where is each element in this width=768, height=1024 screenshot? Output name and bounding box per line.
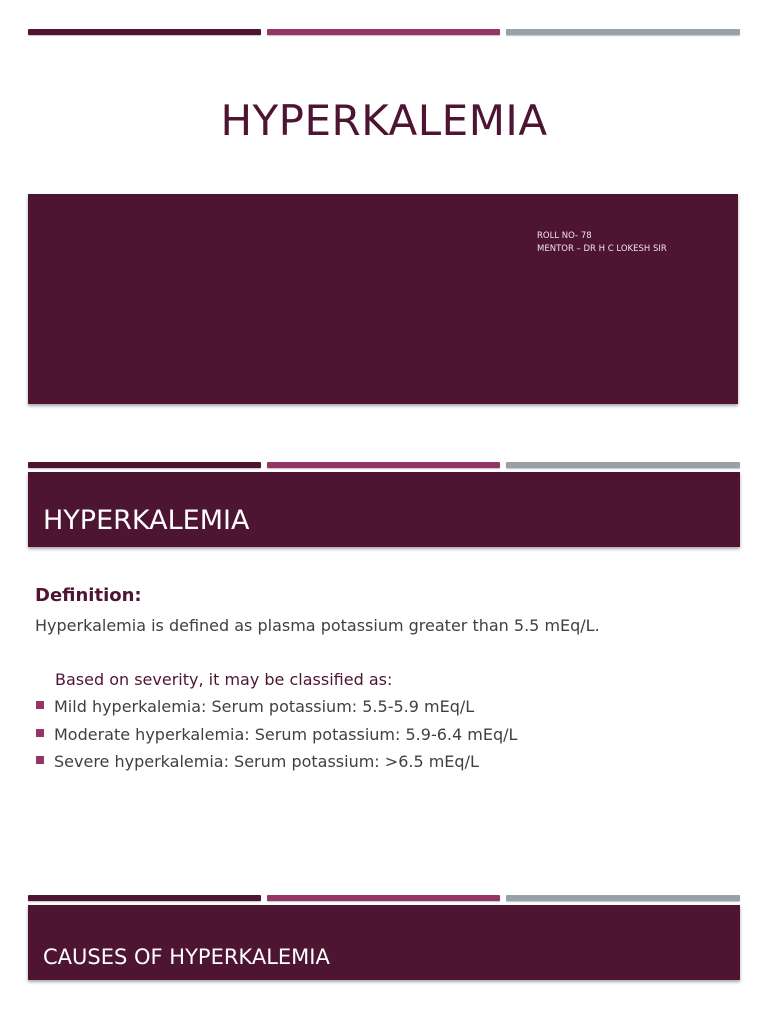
- accent-bar-magenta: [267, 895, 500, 901]
- accent-bars: [28, 462, 740, 470]
- accent-bars: [28, 29, 740, 37]
- accent-bar-magenta: [267, 462, 500, 468]
- slide-heading: CAUSES OF HYPERKALEMIA: [43, 945, 330, 969]
- accent-bar-dark: [28, 895, 261, 901]
- slide-header: [28, 905, 740, 980]
- list-item-text: Mild hyperkalemia: Serum potassium: 5.5-5.9 mEq/L: [54, 697, 475, 716]
- roll-number: ROLL NO- 78: [537, 231, 592, 241]
- definition-text: Hyperkalemia is defined as plasma potassium greater than 5.5 mEq/L.: [35, 616, 600, 635]
- accent-bar-gray: [506, 895, 740, 901]
- cover-panel: [28, 194, 738, 404]
- slide-title: HYPERKALEMIA: [220, 96, 548, 145]
- accent-bar-gray: [506, 29, 740, 35]
- list-item: [36, 697, 517, 725]
- severity-list: [36, 697, 517, 780]
- list-item-text: Severe hyperkalemia: Serum potassium: >6.5 mEq/L: [54, 752, 479, 771]
- accent-bar-gray: [506, 462, 740, 468]
- slide-header: [28, 472, 740, 547]
- accent-bar-dark: [28, 462, 261, 468]
- mentor-name: MENTOR – DR H C LOKESH SIR: [537, 244, 667, 254]
- slide-heading: HYPERKALEMIA: [43, 505, 250, 536]
- accent-bars: [28, 895, 740, 903]
- author-info: [537, 230, 667, 256]
- list-item-text: Moderate hyperkalemia: Serum potassium: 5.9-6.4 mEq/L: [54, 724, 518, 744]
- bullet-square-icon: [36, 729, 44, 737]
- classification-intro: Based on severity, it may be classified as:: [55, 670, 393, 689]
- accent-bar-magenta: [267, 29, 500, 35]
- list-item: [36, 752, 517, 780]
- definition-label: Definition:: [35, 585, 142, 606]
- bullet-square-icon: [36, 701, 44, 709]
- bullet-square-icon: [36, 756, 44, 764]
- accent-bar-dark: [28, 29, 261, 35]
- list-item: [36, 725, 517, 753]
